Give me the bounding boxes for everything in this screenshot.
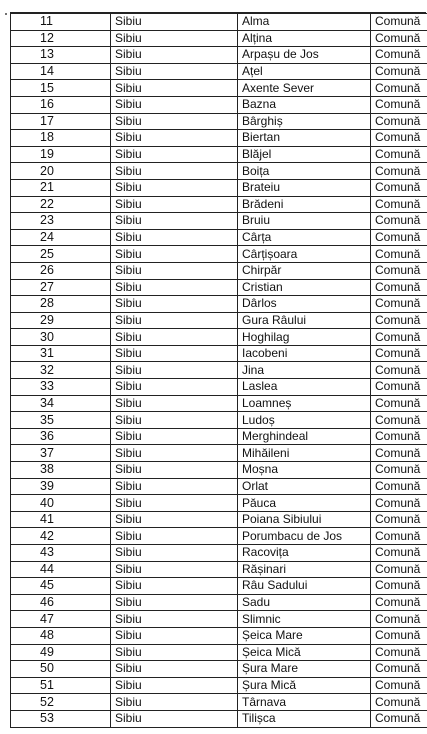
row-number-cell: 47 xyxy=(11,611,111,628)
type-cell: Comună xyxy=(371,561,427,578)
table-row xyxy=(11,661,427,678)
table-row xyxy=(11,329,427,346)
type-cell: Comună xyxy=(371,146,427,163)
table-row xyxy=(11,445,427,462)
locality-cell: Mihăileni xyxy=(238,445,371,462)
locality-cell: Dârlos xyxy=(238,296,371,313)
row-number-cell: 45 xyxy=(11,578,111,595)
locality-cell: Târnava xyxy=(238,694,371,711)
type-cell: Comună xyxy=(371,30,427,47)
row-number-cell: 30 xyxy=(11,329,111,346)
table-body xyxy=(11,14,427,728)
type-cell: Comună xyxy=(371,578,427,595)
row-number-cell: 22 xyxy=(11,196,111,213)
type-cell: Comună xyxy=(371,14,427,31)
table-row xyxy=(11,130,427,147)
type-cell: Comună xyxy=(371,528,427,545)
type-cell: Comună xyxy=(371,495,427,512)
locality-cell: Șeica Mică xyxy=(238,644,371,661)
type-cell: Comună xyxy=(371,594,427,611)
locality-cell: Merghindeal xyxy=(238,428,371,445)
row-number-cell: 52 xyxy=(11,694,111,711)
county-cell: Sibiu xyxy=(111,213,238,230)
table-row xyxy=(11,279,427,296)
locality-cell: Bârghiș xyxy=(238,113,371,130)
locality-cell: Tilișca xyxy=(238,710,371,727)
locality-cell: Alma xyxy=(238,14,371,31)
county-cell: Sibiu xyxy=(111,163,238,180)
table-row xyxy=(11,196,427,213)
table-row xyxy=(11,96,427,113)
row-number-cell: 34 xyxy=(11,395,111,412)
type-cell: Comună xyxy=(371,63,427,80)
county-cell: Sibiu xyxy=(111,412,238,429)
locality-cell: Cristian xyxy=(238,279,371,296)
type-cell: Comună xyxy=(371,644,427,661)
table-row xyxy=(11,611,427,628)
row-number-cell: 43 xyxy=(11,545,111,562)
county-cell: Sibiu xyxy=(111,578,238,595)
localities-table xyxy=(10,13,427,728)
county-cell: Sibiu xyxy=(111,495,238,512)
county-cell: Sibiu xyxy=(111,329,238,346)
table-row xyxy=(11,296,427,313)
locality-cell: Racovița xyxy=(238,545,371,562)
type-cell: Comună xyxy=(371,478,427,495)
table-row xyxy=(11,694,427,711)
county-cell: Sibiu xyxy=(111,296,238,313)
row-number-cell: 24 xyxy=(11,229,111,246)
row-number-cell: 28 xyxy=(11,296,111,313)
row-number-cell: 25 xyxy=(11,246,111,263)
locality-cell: Ludoș xyxy=(238,412,371,429)
county-cell: Sibiu xyxy=(111,362,238,379)
table-row xyxy=(11,561,427,578)
county-cell: Sibiu xyxy=(111,395,238,412)
row-number-cell: 35 xyxy=(11,412,111,429)
table-row xyxy=(11,262,427,279)
type-cell: Comună xyxy=(371,677,427,694)
table-row xyxy=(11,710,427,727)
row-number-cell: 23 xyxy=(11,213,111,230)
county-cell: Sibiu xyxy=(111,146,238,163)
type-cell: Comună xyxy=(371,545,427,562)
table-row xyxy=(11,163,427,180)
type-cell: Comună xyxy=(371,661,427,678)
locality-cell: Brădeni xyxy=(238,196,371,213)
row-number-cell: 12 xyxy=(11,30,111,47)
type-cell: Comună xyxy=(371,196,427,213)
county-cell: Sibiu xyxy=(111,47,238,64)
locality-cell: Poiana Sibiului xyxy=(238,511,371,528)
locality-cell: Iacobeni xyxy=(238,345,371,362)
row-number-cell: 16 xyxy=(11,96,111,113)
type-cell: Comună xyxy=(371,611,427,628)
type-cell: Comună xyxy=(371,96,427,113)
type-cell: Comună xyxy=(371,179,427,196)
table-row xyxy=(11,644,427,661)
county-cell: Sibiu xyxy=(111,14,238,31)
county-cell: Sibiu xyxy=(111,478,238,495)
locality-cell: Boița xyxy=(238,163,371,180)
table-row xyxy=(11,14,427,31)
type-cell: Comună xyxy=(371,710,427,727)
table-row xyxy=(11,578,427,595)
type-cell: Comună xyxy=(371,246,427,263)
row-number-cell: 17 xyxy=(11,113,111,130)
type-cell: Comună xyxy=(371,627,427,644)
locality-cell: Sadu xyxy=(238,594,371,611)
type-cell: Comună xyxy=(371,113,427,130)
row-number-cell: 44 xyxy=(11,561,111,578)
table-row xyxy=(11,495,427,512)
county-cell: Sibiu xyxy=(111,63,238,80)
table-row xyxy=(11,545,427,562)
county-cell: Sibiu xyxy=(111,312,238,329)
row-number-cell: 26 xyxy=(11,262,111,279)
locality-cell: Orlat xyxy=(238,478,371,495)
table-row xyxy=(11,395,427,412)
type-cell: Comună xyxy=(371,345,427,362)
locality-cell: Jina xyxy=(238,362,371,379)
row-number-cell: 21 xyxy=(11,179,111,196)
row-number-cell: 53 xyxy=(11,710,111,727)
locality-cell: Șura Mare xyxy=(238,661,371,678)
locality-cell: Arpașu de Jos xyxy=(238,47,371,64)
row-number-cell: 33 xyxy=(11,379,111,396)
county-cell: Sibiu xyxy=(111,528,238,545)
table-row xyxy=(11,213,427,230)
type-cell: Comună xyxy=(371,229,427,246)
county-cell: Sibiu xyxy=(111,644,238,661)
table-row xyxy=(11,627,427,644)
row-number-cell: 38 xyxy=(11,462,111,479)
county-cell: Sibiu xyxy=(111,694,238,711)
table-row xyxy=(11,63,427,80)
type-cell: Comună xyxy=(371,445,427,462)
type-cell: Comună xyxy=(371,412,427,429)
locality-cell: Bruiu xyxy=(238,213,371,230)
county-cell: Sibiu xyxy=(111,196,238,213)
county-cell: Sibiu xyxy=(111,677,238,694)
locality-cell: Chirpăr xyxy=(238,262,371,279)
type-cell: Comună xyxy=(371,262,427,279)
type-cell: Comună xyxy=(371,362,427,379)
type-cell: Comună xyxy=(371,694,427,711)
row-number-cell: 40 xyxy=(11,495,111,512)
county-cell: Sibiu xyxy=(111,462,238,479)
row-number-cell: 41 xyxy=(11,511,111,528)
county-cell: Sibiu xyxy=(111,229,238,246)
county-cell: Sibiu xyxy=(111,96,238,113)
county-cell: Sibiu xyxy=(111,627,238,644)
table-row xyxy=(11,229,427,246)
row-number-cell: 13 xyxy=(11,47,111,64)
row-number-cell: 19 xyxy=(11,146,111,163)
locality-cell: Laslea xyxy=(238,379,371,396)
table-row xyxy=(11,462,427,479)
row-number-cell: 27 xyxy=(11,279,111,296)
type-cell: Comună xyxy=(371,296,427,313)
table-row xyxy=(11,146,427,163)
county-cell: Sibiu xyxy=(111,594,238,611)
type-cell: Comună xyxy=(371,47,427,64)
table-row xyxy=(11,179,427,196)
type-cell: Comună xyxy=(371,428,427,445)
type-cell: Comună xyxy=(371,130,427,147)
county-cell: Sibiu xyxy=(111,545,238,562)
locality-cell: Bazna xyxy=(238,96,371,113)
row-number-cell: 18 xyxy=(11,130,111,147)
table-row xyxy=(11,478,427,495)
row-number-cell: 20 xyxy=(11,163,111,180)
locality-cell: Alțina xyxy=(238,30,371,47)
row-number-cell: 48 xyxy=(11,627,111,644)
scan-speck xyxy=(5,13,7,15)
locality-cell: Hoghilag xyxy=(238,329,371,346)
county-cell: Sibiu xyxy=(111,279,238,296)
county-cell: Sibiu xyxy=(111,379,238,396)
locality-cell: Loamneș xyxy=(238,395,371,412)
locality-cell: Blăjel xyxy=(238,146,371,163)
county-cell: Sibiu xyxy=(111,710,238,727)
county-cell: Sibiu xyxy=(111,80,238,97)
table-row xyxy=(11,113,427,130)
table-row xyxy=(11,428,427,445)
type-cell: Comună xyxy=(371,511,427,528)
row-number-cell: 32 xyxy=(11,362,111,379)
table-row xyxy=(11,412,427,429)
row-number-cell: 50 xyxy=(11,661,111,678)
row-number-cell: 11 xyxy=(11,14,111,31)
row-number-cell: 42 xyxy=(11,528,111,545)
locality-cell: Porumbacu de Jos xyxy=(238,528,371,545)
county-cell: Sibiu xyxy=(111,345,238,362)
locality-cell: Cârțișoara xyxy=(238,246,371,263)
county-cell: Sibiu xyxy=(111,113,238,130)
locality-cell: Biertan xyxy=(238,130,371,147)
locality-cell: Șeica Mare xyxy=(238,627,371,644)
type-cell: Comună xyxy=(371,80,427,97)
county-cell: Sibiu xyxy=(111,262,238,279)
row-number-cell: 51 xyxy=(11,677,111,694)
locality-cell: Ațel xyxy=(238,63,371,80)
county-cell: Sibiu xyxy=(111,661,238,678)
type-cell: Comună xyxy=(371,163,427,180)
table-row xyxy=(11,312,427,329)
type-cell: Comună xyxy=(371,395,427,412)
locality-cell: Gura Râului xyxy=(238,312,371,329)
type-cell: Comună xyxy=(371,213,427,230)
row-number-cell: 36 xyxy=(11,428,111,445)
table-row xyxy=(11,379,427,396)
locality-cell: Șura Mică xyxy=(238,677,371,694)
county-cell: Sibiu xyxy=(111,511,238,528)
locality-cell: Rășinari xyxy=(238,561,371,578)
locality-cell: Moșna xyxy=(238,462,371,479)
locality-cell: Cârța xyxy=(238,229,371,246)
table-row xyxy=(11,594,427,611)
county-cell: Sibiu xyxy=(111,611,238,628)
table-row xyxy=(11,511,427,528)
table-row xyxy=(11,30,427,47)
row-number-cell: 39 xyxy=(11,478,111,495)
locality-cell: Axente Sever xyxy=(238,80,371,97)
locality-cell: Brateiu xyxy=(238,179,371,196)
row-number-cell: 37 xyxy=(11,445,111,462)
row-number-cell: 29 xyxy=(11,312,111,329)
type-cell: Comună xyxy=(371,312,427,329)
table-row xyxy=(11,362,427,379)
locality-cell: Slimnic xyxy=(238,611,371,628)
county-cell: Sibiu xyxy=(111,445,238,462)
row-number-cell: 46 xyxy=(11,594,111,611)
locality-cell: Păuca xyxy=(238,495,371,512)
type-cell: Comună xyxy=(371,279,427,296)
table-row xyxy=(11,80,427,97)
locality-cell: Râu Sadului xyxy=(238,578,371,595)
county-cell: Sibiu xyxy=(111,179,238,196)
county-cell: Sibiu xyxy=(111,246,238,263)
county-cell: Sibiu xyxy=(111,428,238,445)
table-row xyxy=(11,345,427,362)
county-cell: Sibiu xyxy=(111,30,238,47)
county-cell: Sibiu xyxy=(111,130,238,147)
table-row xyxy=(11,528,427,545)
type-cell: Comună xyxy=(371,462,427,479)
row-number-cell: 15 xyxy=(11,80,111,97)
table-row xyxy=(11,677,427,694)
row-number-cell: 31 xyxy=(11,345,111,362)
table-row xyxy=(11,47,427,64)
county-cell: Sibiu xyxy=(111,561,238,578)
row-number-cell: 14 xyxy=(11,63,111,80)
type-cell: Comună xyxy=(371,329,427,346)
type-cell: Comună xyxy=(371,379,427,396)
row-number-cell: 49 xyxy=(11,644,111,661)
table-row xyxy=(11,246,427,263)
